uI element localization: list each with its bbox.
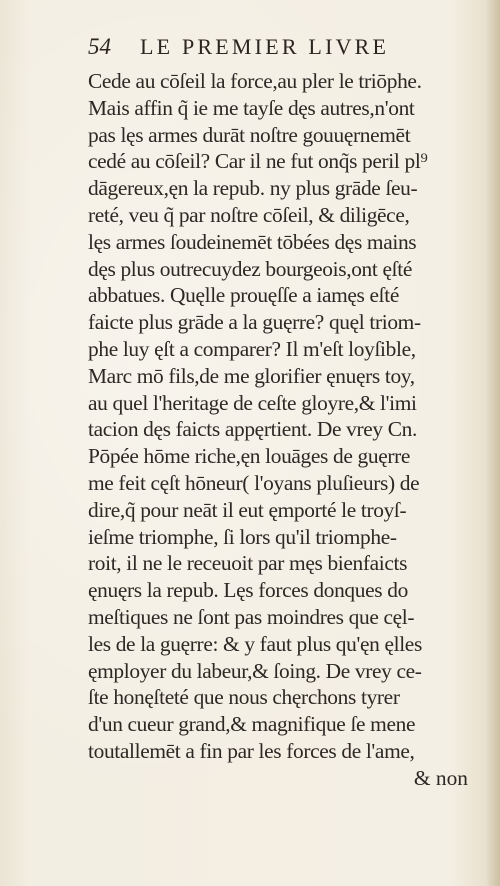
text-line: ęnuęrs la repub. Lęs forces donques do xyxy=(88,578,408,603)
text-line: les de la guęrre: & y faut plus qu'ęn ęlles xyxy=(88,631,422,656)
text-line: phe luy ęſt a comparer? Il m'eſt loyſible, xyxy=(88,336,416,361)
text-line: dāgereux,ęn la repub. ny plus grāde ſeu- xyxy=(88,176,418,201)
text-line: Marc mō fils,de me glorifier ęnuęrs toy, xyxy=(88,363,415,388)
text-line: me feit cęſt hōneur( l'oyans pluſieurs) de xyxy=(88,470,420,495)
text-line: d'un cueur grand,& magnifique ſe mene xyxy=(88,712,416,737)
text-line: ieſme triomphe, ſi lors qu'il triomphe- xyxy=(88,524,397,549)
text-line: ſte honęſteté que nous chęrchons tyrer xyxy=(88,685,400,710)
text-line: roit, il ne le receuoit par męs bienfaicts xyxy=(88,551,408,576)
text-line: toutallemēt a fin par les forces de l'ame, xyxy=(88,738,415,763)
page-number: 54 xyxy=(88,34,111,59)
text-line: abbatues. Quęlle prouęſſe a iamęs eſté xyxy=(88,283,399,308)
text-block xyxy=(88,68,480,792)
text-line: tacion dęs faicts appęrtient. De vrey Cn. xyxy=(88,417,417,442)
text-line: cedé au cōſeil? Car il ne fut onq̃s peril pl⁹ xyxy=(88,149,428,174)
page-edge-shadow xyxy=(486,0,500,886)
text-line: meſtiques ne ſont pas moindres que cęl- xyxy=(88,604,415,629)
text-line: reté, veu q̃ par noſtre cōſeil, & diligēce, xyxy=(88,202,410,227)
text-line: dęs plus outrecuydez bourgeois,ont ęſté xyxy=(88,256,412,281)
text-line: lęs armes ſoudeinemēt tōbées dęs mains xyxy=(88,229,417,254)
catchword: & non xyxy=(413,765,468,790)
text-line: dire,q̃ pour neāt il eut ęmporté le troyſ- xyxy=(88,497,407,522)
text-line: Cede au cōſeil la force,au pler le triōphe. xyxy=(88,69,422,93)
text-line: Pōpée hōme riche,ęn louāges de guęrre xyxy=(88,444,411,469)
text-line: pas lęs armes durāt noſtre gouuęrnemēt xyxy=(88,122,411,147)
text-line: Mais affin q̃ ie me tayſe dęs autres,n'ont xyxy=(88,95,415,120)
text-line: faicte plus grāde a la guęrre? quęl triom- xyxy=(88,310,421,335)
text-line: ęmployer du labeur,& ſoing. De vrey ce- xyxy=(88,658,422,683)
running-head xyxy=(88,32,468,62)
running-title: LE PREMIER LIVRE xyxy=(140,34,390,59)
text-line: au quel l'heritage de ceſte gloyre,& l'imi xyxy=(88,390,417,415)
